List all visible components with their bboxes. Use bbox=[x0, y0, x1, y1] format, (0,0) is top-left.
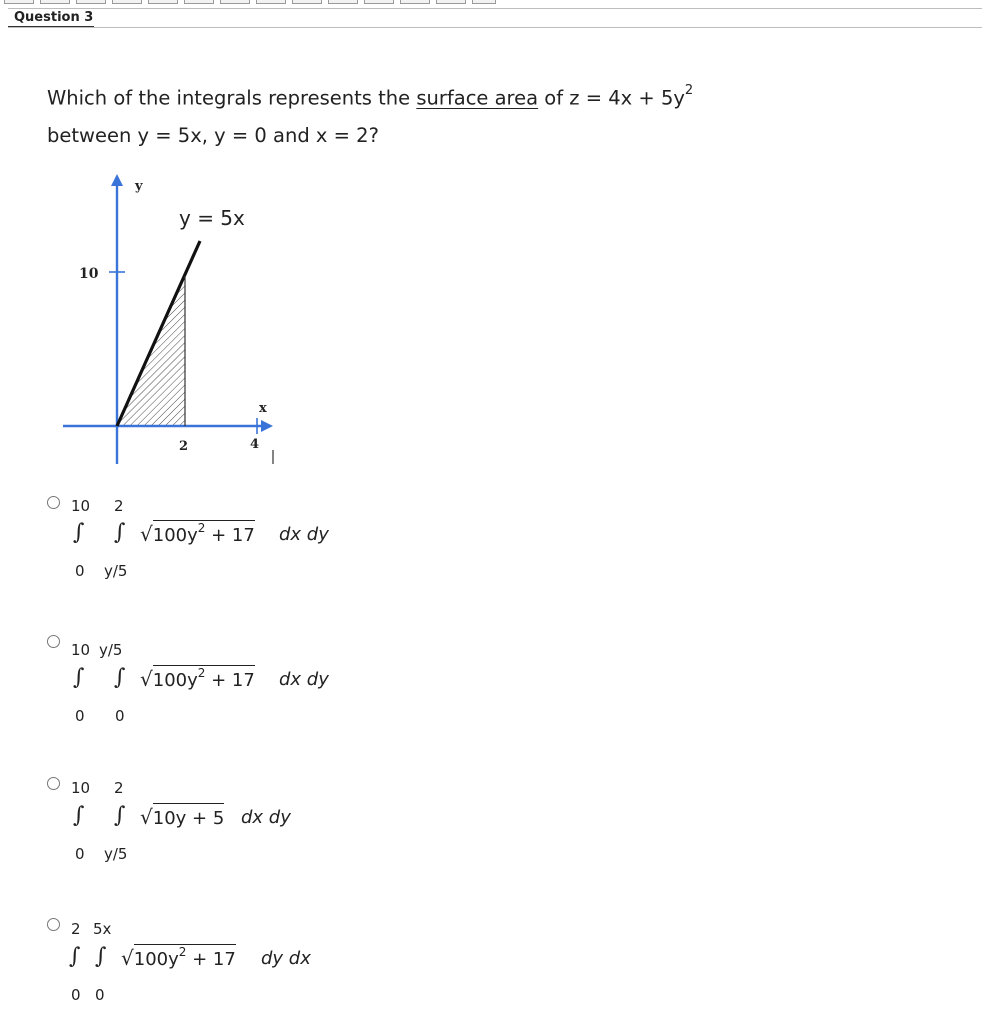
inner-upper-limit: 5x bbox=[93, 920, 112, 938]
nav-tab[interactable] bbox=[4, 0, 34, 4]
integrand-sqrt: √10y + 5 bbox=[140, 805, 225, 829]
inner-upper-limit: y/5 bbox=[99, 641, 123, 659]
outer-upper-limit: 10 bbox=[71, 497, 91, 515]
nav-tab[interactable] bbox=[220, 0, 250, 4]
outer-lower-limit: 0 bbox=[75, 845, 85, 863]
x-axis-arrow bbox=[261, 420, 273, 432]
region-graph bbox=[55, 168, 285, 473]
inner-upper-limit: 2 bbox=[114, 779, 124, 797]
question-prompt-line-1 bbox=[47, 83, 694, 110]
outer-upper-limit: 10 bbox=[71, 641, 91, 659]
outer-integral-sign: ∫ bbox=[73, 803, 85, 828]
question-header bbox=[8, 8, 982, 28]
inner-lower-limit: y/5 bbox=[104, 845, 128, 863]
nav-tab[interactable] bbox=[76, 0, 106, 4]
radio-option-1[interactable] bbox=[47, 496, 60, 509]
outer-integral-sign: ∫ bbox=[73, 520, 85, 545]
outer-lower-limit: 0 bbox=[75, 707, 85, 725]
differentials: dx dy bbox=[279, 669, 329, 690]
inner-upper-limit: 2 bbox=[114, 497, 124, 515]
outer-lower-limit: 0 bbox=[75, 562, 85, 580]
inner-integral-sign: ∫ bbox=[114, 520, 126, 545]
nav-tab[interactable] bbox=[292, 0, 322, 4]
prompt-function: of z = 4x + 5y bbox=[538, 86, 685, 110]
outer-integral-sign: ∫ bbox=[69, 944, 81, 969]
outer-upper-limit: 10 bbox=[71, 779, 91, 797]
nav-tab[interactable] bbox=[400, 0, 430, 4]
differentials: dy dx bbox=[261, 948, 311, 969]
integrand-sqrt: $√100y^2 + 17$ bbox=[121, 945, 236, 970]
surface-area-link[interactable]: surface area bbox=[416, 86, 539, 110]
x-axis-label: x bbox=[259, 401, 267, 416]
nav-tab[interactable] bbox=[40, 0, 70, 4]
y-tick-label-10: 10 bbox=[79, 266, 99, 282]
top-tab-strip bbox=[0, 0, 982, 6]
outer-lower-limit: 0 bbox=[71, 986, 81, 1004]
prompt-prefix: Which of the integrals represents the bbox=[47, 86, 417, 110]
y-axis-arrow bbox=[111, 174, 123, 186]
inner-lower-limit: y/5 bbox=[104, 562, 128, 580]
question-prompt-line-2: between y = 5x, y = 0 and x = 2? bbox=[47, 124, 379, 147]
inner-integral-sign: ∫ bbox=[95, 944, 107, 969]
integrand-sqrt: $√100y^2 + 17$ bbox=[140, 521, 255, 546]
question-title-underline bbox=[8, 26, 94, 27]
prompt-exponent: 2 bbox=[684, 83, 694, 98]
nav-tab[interactable] bbox=[112, 0, 142, 4]
differentials: dx dy bbox=[241, 807, 291, 828]
nav-tab[interactable] bbox=[472, 0, 496, 4]
y-axis-label: y bbox=[135, 179, 143, 194]
x-tick-label-2: 2 bbox=[179, 439, 189, 454]
nav-tab[interactable] bbox=[184, 0, 214, 4]
nav-tab[interactable] bbox=[256, 0, 286, 4]
integrand-sqrt: $√100y^2 + 17$ bbox=[140, 666, 255, 691]
inner-lower-limit: 0 bbox=[95, 986, 105, 1004]
outer-integral-sign: ∫ bbox=[73, 665, 85, 690]
radio-option-3[interactable] bbox=[47, 777, 60, 790]
radio-option-4[interactable] bbox=[47, 918, 60, 931]
nav-tab[interactable] bbox=[148, 0, 178, 4]
radio-option-2[interactable] bbox=[47, 635, 60, 648]
outer-upper-limit: 2 bbox=[71, 920, 81, 938]
differentials: dx dy bbox=[279, 524, 329, 545]
inner-integral-sign: ∫ bbox=[114, 665, 126, 690]
nav-tab[interactable] bbox=[364, 0, 394, 4]
x-tick-label-4: 4 bbox=[250, 437, 260, 452]
nav-tab[interactable] bbox=[436, 0, 466, 4]
nav-tab[interactable] bbox=[328, 0, 358, 4]
question-title: Question 3 bbox=[14, 10, 94, 25]
line-label: y = 5x bbox=[179, 206, 245, 230]
inner-integral-sign: ∫ bbox=[114, 803, 126, 828]
inner-lower-limit: 0 bbox=[115, 707, 125, 725]
